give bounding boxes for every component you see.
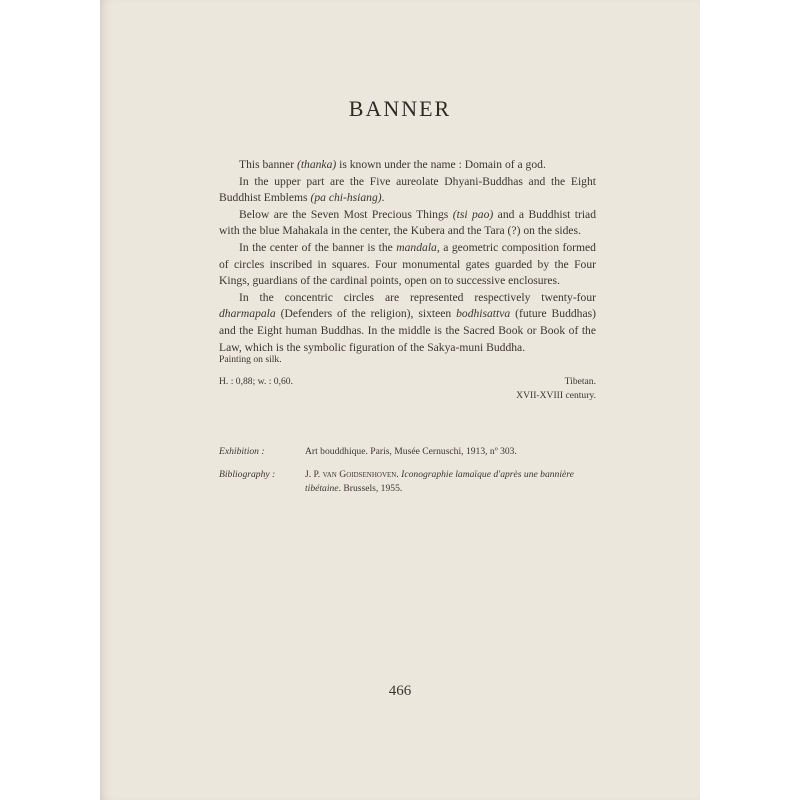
text: In the upper part are the Five aureolate Dhyani-Buddhas and the Eight Buddhist Emblems (219, 174, 596, 205)
exhibition-label: Exhibition : (219, 446, 265, 457)
exhibition-value: Art bouddhique. Paris, Musée Cernuschi, 1913, nº 303. (305, 446, 517, 457)
text: and a Buddhist triad with the blue Mahakala in the center, the Kubera and the Tara (?) on the sides. (219, 207, 596, 238)
text: In the center of the banner is the (239, 240, 397, 254)
text: (future Buddhas) and the Eight human Buddhas. In the middle is the Sacred Book or Book of the Law, which is the symbolic figuration of the Sakya-muni Buddha. (219, 307, 596, 354)
paragraph-1 (219, 157, 596, 174)
text: Below are the Seven Most Precious Things (239, 207, 453, 221)
paragraph-2 (219, 174, 596, 207)
text: a geometric composition formed of circles inscribed in squares. Four monumental gates guarded by the Four Kings, guardians of the cardinal points, open on to successive enclosures. (219, 240, 596, 288)
text: (Defenders of the religion), sixteen (275, 307, 457, 321)
origin-line: Tibetan. (564, 376, 596, 387)
page-title: BANNER (348, 96, 452, 121)
italic-term: (pa chi-hsiang) (310, 191, 382, 205)
page-number: 466 (388, 683, 412, 699)
bibliography-label: Bibliography : (219, 469, 276, 480)
italic-term: (tsi pao) (452, 207, 494, 221)
origin-date (500, 375, 596, 403)
italic-term: dharmapala (219, 307, 276, 321)
work-title: Iconographie lamaïque d'après une bannière tibétaine (305, 469, 574, 494)
paragraph-4 (219, 240, 596, 290)
text: This banner (239, 158, 297, 171)
medium-note: Painting on silk. (219, 354, 282, 365)
italic-term: bodhisattva (456, 307, 511, 321)
text: . (381, 191, 385, 205)
century-line: XVII-XVIII century. (516, 390, 596, 401)
author: J. P. van Goidsenhoven. (305, 469, 399, 480)
text: In the concentric circles are represented respectively twenty-four (239, 290, 596, 304)
dimensions: H. : 0,88; w. : 0,60. (219, 376, 293, 387)
document-page (100, 0, 700, 800)
italic-term: (thanka) (296, 158, 337, 171)
description-text (219, 157, 596, 356)
italic-term: mandala, (396, 240, 440, 254)
bibliography-value (305, 468, 605, 496)
paragraph-3 (219, 207, 596, 240)
paragraph-5 (219, 290, 596, 356)
publication-info: . Brussels, 1955. (338, 483, 403, 494)
text: is known under the name : Domain of a god. (336, 158, 546, 171)
